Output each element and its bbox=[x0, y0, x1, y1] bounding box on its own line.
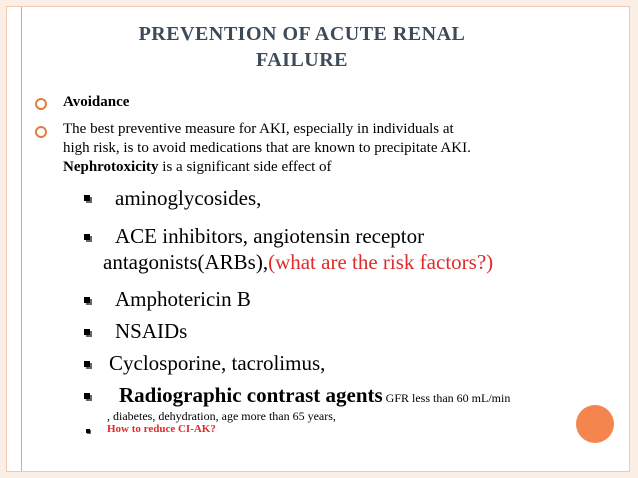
square-bullet-icon bbox=[84, 234, 90, 240]
item-ace-inhibitors: ACE inhibitors, angiotensin receptor bbox=[115, 224, 425, 248]
title-line-2: FAILURE bbox=[255, 49, 349, 71]
bullet-text-rest: is a significant side effect of bbox=[158, 159, 332, 175]
item-amphotericin: Amphotericin B bbox=[115, 287, 251, 311]
item-cyclosporine: Cyclosporine, tacrolimus, bbox=[109, 351, 326, 375]
slide-title bbox=[67, 21, 537, 73]
item-aminoglycosides: aminoglycosides, bbox=[115, 186, 262, 210]
risk-factors-question: (what are the risk factors?) bbox=[268, 250, 494, 274]
bullet-text-line-3 bbox=[63, 158, 633, 177]
title-line-1: PREVENTION OF ACUTE RENAL bbox=[138, 23, 466, 45]
item-contrast-agents bbox=[119, 382, 510, 411]
gfr-note: GFR less than 60 mL/min bbox=[382, 391, 511, 405]
orange-circle-decoration bbox=[576, 405, 614, 443]
bullet-preventive-measure bbox=[63, 120, 633, 177]
slide bbox=[6, 6, 630, 472]
item-nsaids: NSAIDs bbox=[115, 319, 188, 343]
bullet-avoidance: Avoidance bbox=[63, 94, 130, 110]
square-bullet-icon bbox=[86, 429, 90, 433]
item-ace-inhibitors-cont bbox=[103, 249, 493, 275]
square-bullet-icon bbox=[84, 297, 90, 303]
nephrotoxicity-term: Nephrotoxicity bbox=[63, 159, 159, 175]
square-bullet-icon bbox=[84, 329, 90, 335]
contrast-agents-bold: Radiographic contrast agents bbox=[119, 383, 383, 407]
ring-bullet-icon bbox=[35, 98, 47, 110]
risk-factor-list: , diabetes, dehydration, age more than 65 years, bbox=[107, 409, 336, 423]
square-bullet-icon bbox=[84, 361, 90, 367]
side-rule bbox=[21, 7, 22, 471]
arbs-text: antagonists(ARBs), bbox=[103, 250, 269, 274]
square-bullet-icon bbox=[84, 393, 90, 399]
bullet-text-line-1: The best preventive measure for AKI, especially in individuals at bbox=[63, 121, 454, 137]
bullet-text-line-2: high risk, is to avoid medications that are known to precipitate AKI. bbox=[63, 140, 471, 156]
ring-bullet-icon bbox=[35, 126, 47, 138]
square-bullet-icon bbox=[84, 195, 90, 201]
item-reduce-ci-aki: How to reduce CI-AK? bbox=[107, 423, 216, 435]
